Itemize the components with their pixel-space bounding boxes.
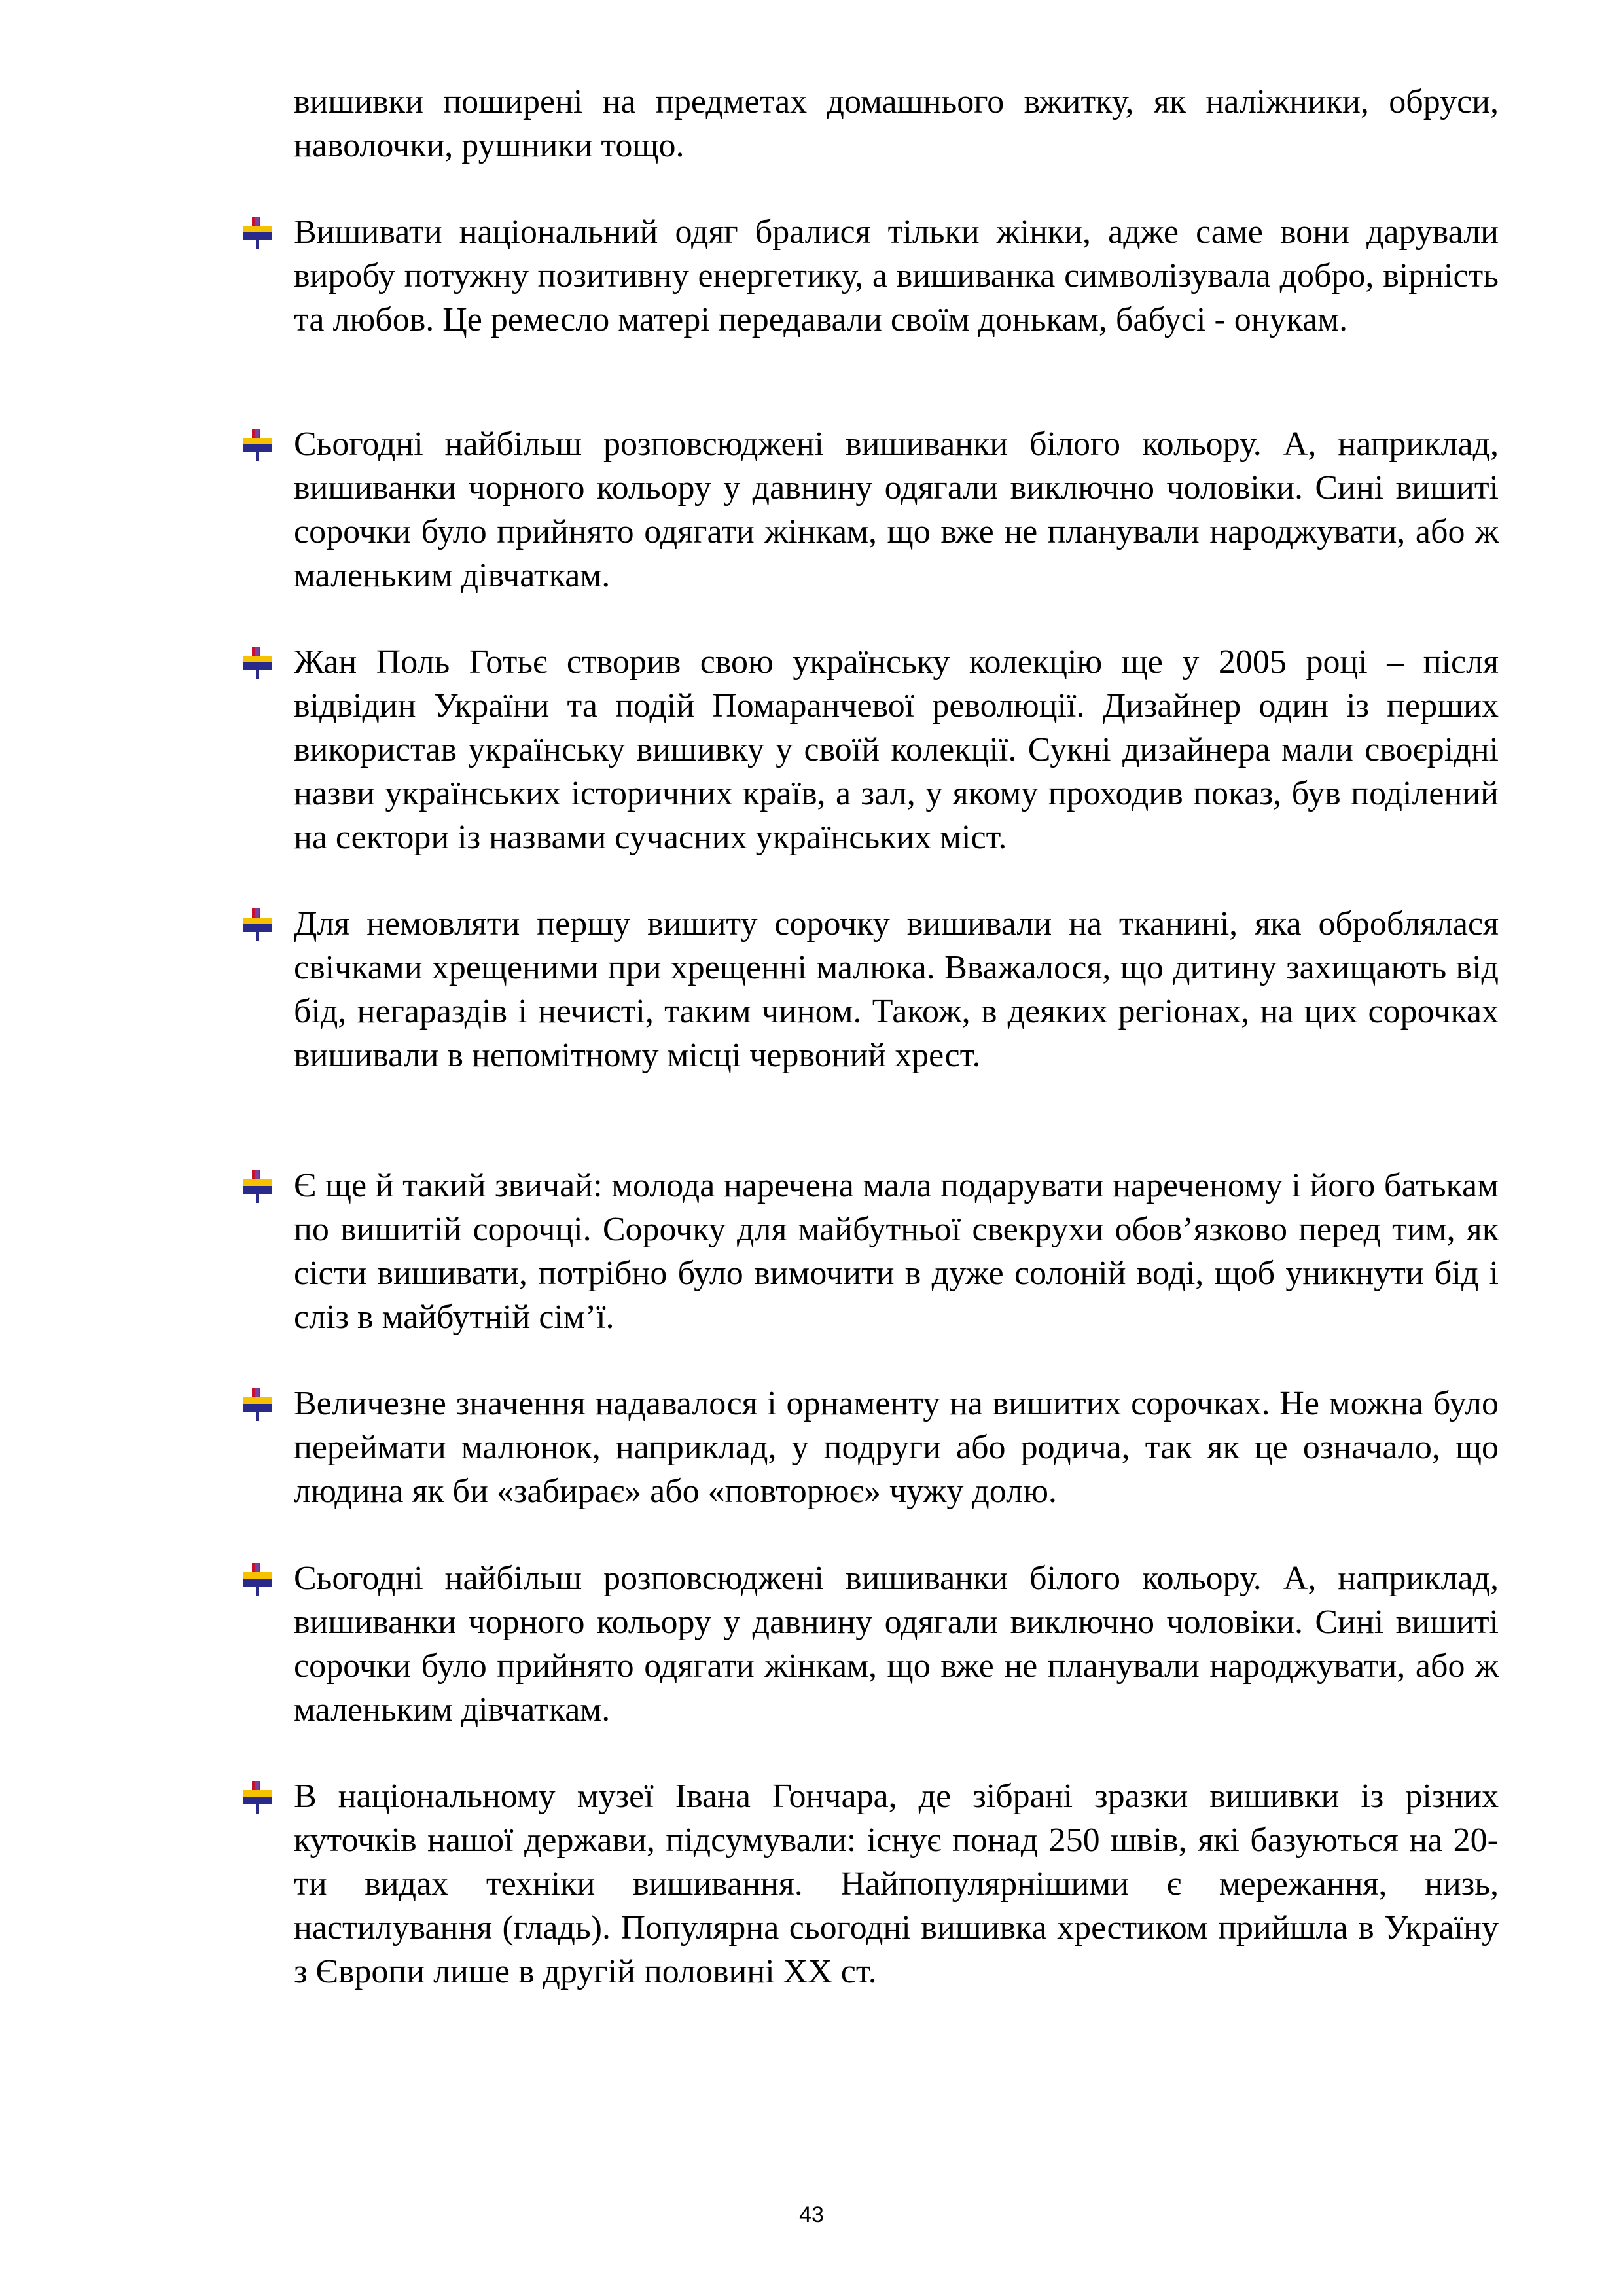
bullet-text: Є ще й такий звичай: молода наречена мала подарувати нареченому і його батькам по вишитій сорочці. Сорочку для майбутньої свекрухи обов’язково перед тим, як сісти вишивати, потрібно було вимочити в дуже солоній воді, щоб уникнути бід і сліз в майбутній сім’ї. [294,1167,1499,1336]
bullet-item-3 [240,640,1499,859]
bullet-item-1 [240,210,1499,342]
cross-bullet-icon [240,647,274,679]
bullet-text: Жан Поль Готьє створив свою українську колекцію ще у 2005 році – після відвідин України та подій Помаранчевої революції. Дизайнер один із перших використав українську вишивку у своїй колекції. Сукні дизайнера мали своєрідні назви українських історичних країв, а зал, у якому проходив показ, був поділений на сектори із назвами сучасних українських міст. [294,643,1499,856]
bullet-text: Вишивати національний одяг бралися тільки жінки, адже саме вони дарували виробу потужну позитивну енергетику, а вишиванка символізувала добро, вірність та любов. Це ремесло матері передавали своїм донькам, бабусі - онукам. [294,213,1499,338]
intro-paragraph: вишивки поширені на предметах домашнього вжитку, як наліжники, обруси, наволочки, рушники тощо. [294,83,1499,164]
bullet-text: В національному музеї Івана Гончара, де зібрані зразки вишивки із різних куточків нашої держави, підсумували: існує понад 250 швів, які базуються на 20-ти видах техніки вишивання. Найпопулярнішими є мережання, низь, настилування (гладь). Популярна сьогодні вишивка хрестиком прийшла в Україну з Європи лише в другій половині ХХ ст. [294,1778,1499,1990]
bullet-text: Сьогодні найбільш розповсюджені вишиванки білого кольору. А, наприклад, вишиванки чорного кольору у давнину одягали виключно чоловіки. Сині вишиті сорочки було прийнято одягати жінкам, що вже не планували народжувати, або ж маленьким дівчаткам. [294,425,1499,594]
bullet-text: Величезне значення надавалося і орнаменту на вишитих сорочках. Не можна було переймати малюнок, наприклад, у подруги або родича, так як це означало, що людина як би «забирає» або «повторює» чужу долю. [294,1385,1499,1510]
cross-bullet-icon [240,217,274,249]
bullet-item-5 [240,1164,1499,1339]
bullet-item-8 [240,1774,1499,1994]
cross-bullet-icon [240,1170,274,1203]
cross-bullet-icon [240,429,274,461]
page-number: 43 [799,2202,824,2227]
bullet-text: Для немовляти першу вишиту сорочку вишивали на тканині, яка оброблялася свічками хрещеними при хрещенні малюка. Вважалося, що дитину захищають від бід, негараздів і нечисті, таким чином. Також, в деяких регіонах, на цих сорочках вишивали в непомітному місці червоний хрест. [294,905,1499,1074]
bullet-item-7 [240,1556,1499,1732]
bullet-item-4 [240,902,1499,1077]
bullet-item-6 [240,1382,1499,1513]
cross-bullet-icon [240,1781,274,1814]
cross-bullet-icon [240,1563,274,1596]
cross-bullet-icon [240,1388,274,1421]
bullet-text: Сьогодні найбільш розповсюджені вишиванки білого кольору. А, наприклад, вишиванки чорного кольору у давнину одягали виключно чоловіки. Сині вишиті сорочки було прийнято одягати жінкам, що вже не планували народжувати, або ж маленьким дівчаткам. [294,1560,1499,1729]
cross-bullet-icon [240,908,274,941]
bullet-item-2 [240,422,1499,598]
